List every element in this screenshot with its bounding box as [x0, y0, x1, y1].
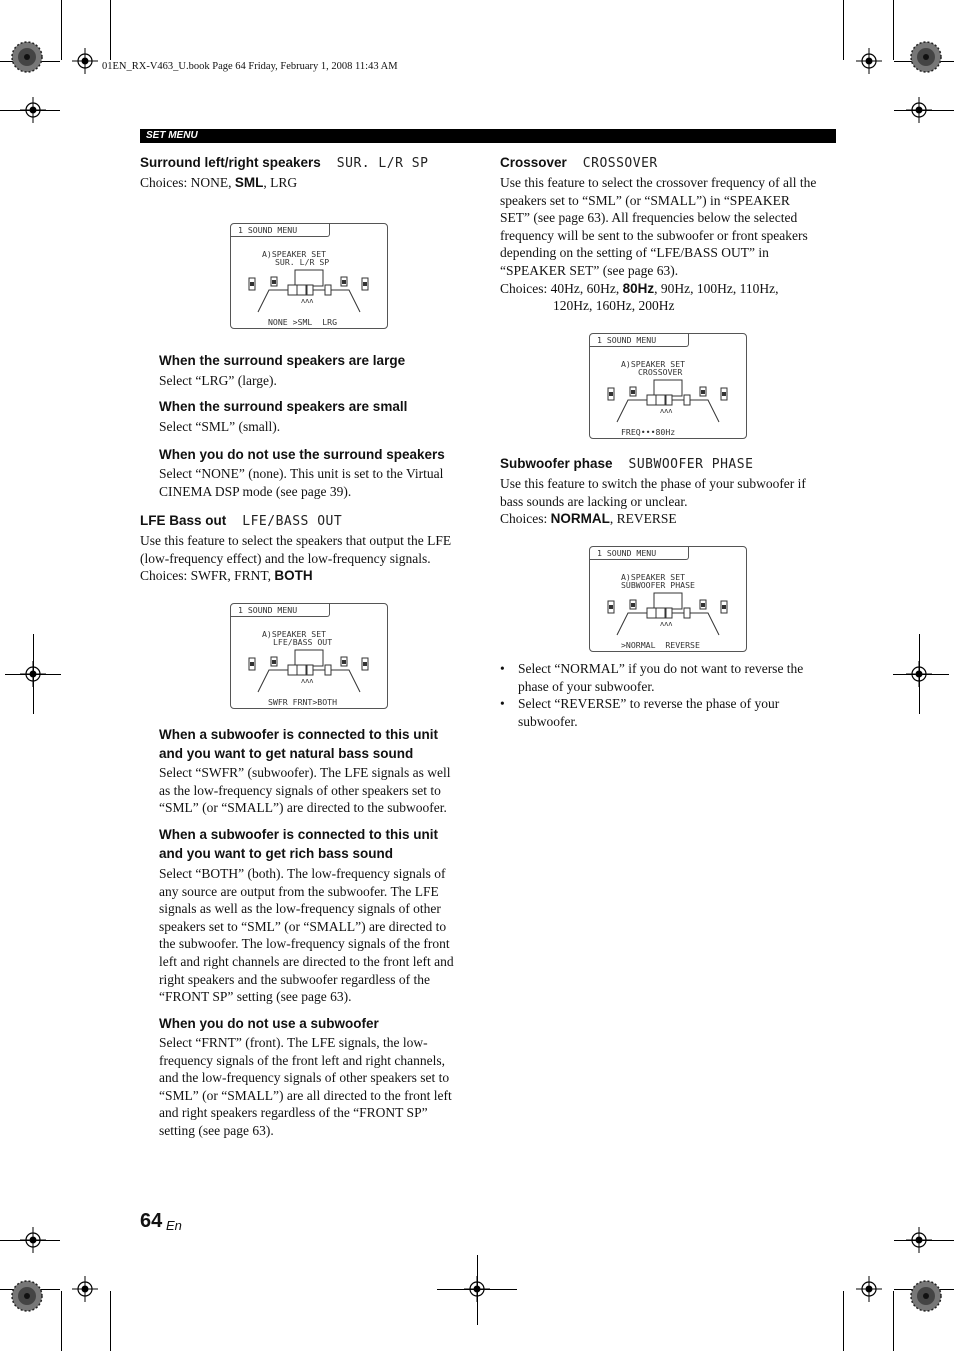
page-language: En	[166, 1218, 182, 1233]
section-header-bar	[140, 129, 836, 143]
surround-small-text: Select “SML” (small).	[159, 419, 281, 434]
screen-menu-label: 1 SOUND MENU	[238, 225, 298, 235]
phase-osd-label: SUBWOOFER PHASE	[628, 457, 754, 472]
color-rosette	[12, 1281, 42, 1311]
speaker-layout-icon	[590, 547, 746, 651]
surround-large-heading: When the surround speakers are large	[159, 353, 406, 368]
phase-heading: Subwoofer phase	[500, 456, 613, 471]
surround-none-text: Select “NONE” (none). This unit is set to the Virtual CINEMA DSP mode (see page 39).	[159, 466, 444, 499]
registration-mark	[72, 1276, 98, 1302]
screen-line2: SUR. L/R SP	[275, 257, 330, 267]
surround-large-text: Select “LRG” (large).	[159, 373, 277, 388]
surround-heading-row	[140, 154, 428, 172]
lfe-osd-label: LFE/BASS OUT	[242, 514, 343, 529]
crossover-osd-label: CROSSOVER	[582, 156, 658, 171]
registration-mark	[72, 48, 98, 74]
list-item: • Select “NORMAL” if you do not want to reverse the phase of your subwoofer.	[500, 660, 836, 695]
lfe-heading: LFE Bass out	[140, 513, 227, 528]
svg-text:ᴧᴧᴧ: ᴧᴧᴧ	[660, 407, 673, 415]
osd-screen-crossover: 1 SOUND MENU A)SPEAKER SET CROSSOVER FREQ•••80Hz ᴧᴧᴧ	[589, 333, 747, 439]
speaker-layout-icon	[231, 604, 387, 708]
svg-text:ᴧᴧᴧ: ᴧᴧᴧ	[301, 677, 314, 685]
crossover-description: Use this feature to select the crossover frequency of all the speakers set to “SML” (or “SMALL”) in “SPEAKER SET” (see page 63). All frequencies below the selected frequency will be sent to the subwoofer or front speakers depending on the setting of “LFE/BASS OUT” in “SPEAKER SET” (see page 63). Choices: 40Hz, 60Hz, 80Hz, 90Hz, 100Hz, 110Hz, 120Hz, 160Hz, 200Hz	[500, 175, 817, 314]
natural-bass-heading: When a subwoofer is connected to this unit and you want to get natural bass sound	[159, 727, 439, 761]
svg-text:ᴧᴧᴧ: ᴧᴧᴧ	[660, 620, 673, 628]
osd-screen-surround	[230, 223, 388, 329]
screen-line1: A)SPEAKER SET	[262, 249, 327, 259]
section-tab-label: SET MENU	[146, 130, 198, 141]
natural-bass-text: Select “SWFR” (subwoofer). The LFE signals as well as the low-frequency signals of other speakers set to “SML” (or “SMALL”) are directed to the subwoofer.	[159, 765, 451, 816]
speaker-layout-icon	[231, 224, 387, 328]
file-info: 01EN_RX-V463_U.book Page 64 Friday, February 1, 2008 11:43 AM	[102, 61, 398, 72]
crossover-heading: Crossover	[500, 155, 567, 170]
phase-bullets	[500, 660, 836, 730]
no-subwoofer-heading: When you do not use a subwoofer	[159, 1016, 379, 1031]
osd-screen-phase: 1 SOUND MENU A)SPEAKER SET SUBWOOFER PHASE >NORMAL REVERSE ᴧᴧᴧ	[589, 546, 747, 652]
rich-bass-text: Select “BOTH” (both). The low-frequency signals of any source are output from the subwoofer. The LFE signals as well as the low-frequency signals of other speakers set to “SML” (or “SMALL”) are directed to the subwoofer. The low-frequency signals of the front left and right channels are directed to the front left and right speakers and the subwoofer regardless of the “FRONT SP” setting (see page 63).	[159, 866, 454, 1005]
registration-mark	[856, 1276, 882, 1302]
surround-small-heading: When the surround speakers are small	[159, 399, 408, 414]
phase-heading-row	[500, 455, 753, 473]
color-rosette	[911, 42, 941, 72]
no-subwoofer-text: Select “FRNT” (front). The LFE signals, the low- frequency signals of the front left and right channels, and the low-frequency signals of other speakers set to “SML” (or “SMALL”) are all directed to the front left and right speakers regardless of the “FRONT SP” setting (see page 63).	[159, 1035, 452, 1138]
phase-description: Use this feature to switch the phase of your subwoofer if bass sounds are lacking or unclear. Choices: NORMAL, REVERSE	[500, 476, 806, 527]
surround-none-heading: When you do not use the surround speakers	[159, 447, 445, 462]
page-number: 64	[140, 1210, 163, 1232]
lfe-heading-row	[140, 512, 342, 530]
surround-osd-label: SUR. L/R SP	[336, 156, 429, 171]
registration-mark	[856, 48, 882, 74]
surround-choices: Choices: NONE, SML, LRG	[140, 175, 298, 190]
surround-heading: Surround left/right speakers	[140, 155, 321, 170]
crossover-heading-row	[500, 154, 658, 172]
color-rosette	[911, 1281, 941, 1311]
speaker-layout-icon	[590, 334, 746, 438]
rich-bass-heading: When a subwoofer is connected to this unit and you want to get rich bass sound	[159, 827, 439, 861]
color-rosette	[12, 42, 42, 72]
osd-screen-lfe: 1 SOUND MENU A)SPEAKER SET LFE/BASS OUT SWFR FRNT>BOTH ᴧᴧᴧ	[230, 603, 388, 709]
list-item: • Select “REVERSE” to reverse the phase of your subwoofer.	[500, 695, 836, 730]
svg-text:ᴧᴧᴧ: ᴧᴧᴧ	[301, 297, 314, 305]
screen-footer: NONE >SML LRG	[268, 317, 338, 327]
lfe-description: Use this feature to select the speakers that output the LFE (low-frequency effect) and the low-frequency signals. Choices: SWFR, FRNT, BOTH	[140, 533, 452, 584]
